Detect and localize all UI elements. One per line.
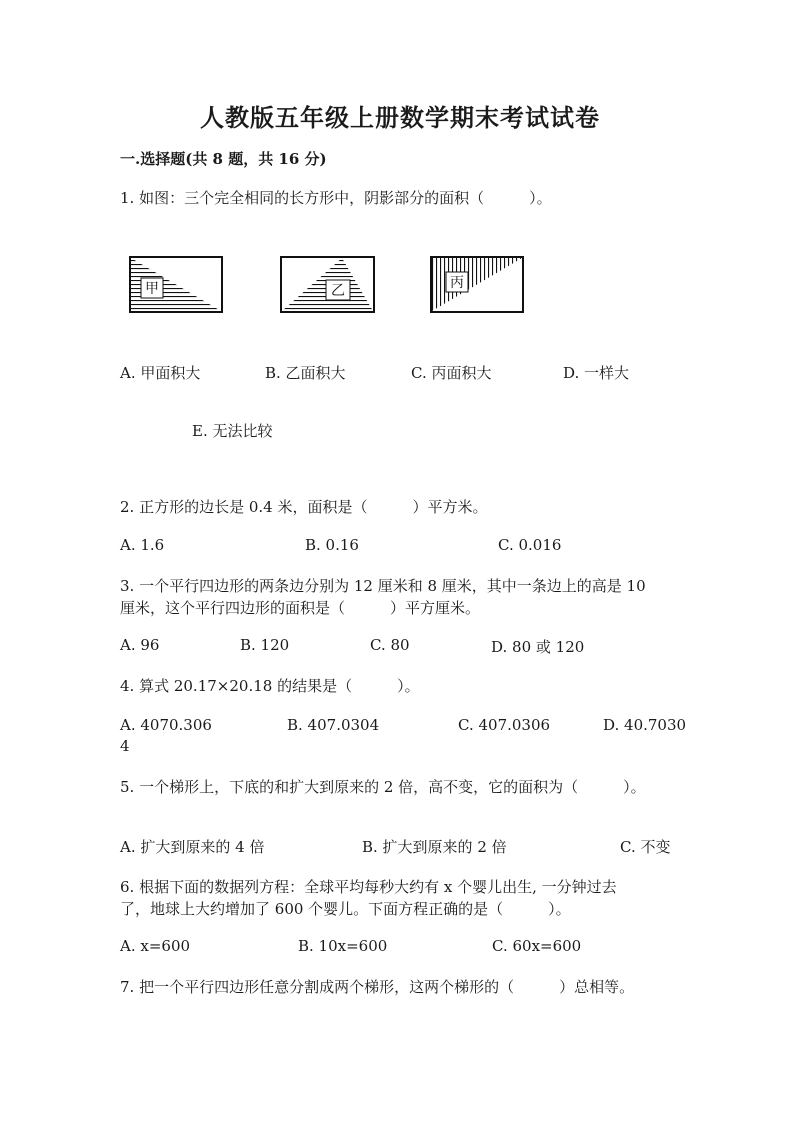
q2-option-a: A. 1.6 [120, 536, 165, 554]
q1-option-d: D. 一样大 [563, 364, 630, 382]
question-6-stem-line2: 了，地球上大约增加了 600 个婴儿。下面方程正确的是（ ）。 [120, 900, 571, 918]
question-3-stem-line2: 厘米，这个平行四边形的面积是（ ）平方厘米。 [120, 599, 481, 617]
q5-option-c: C. 不变 [620, 838, 671, 856]
figure-bing [431, 257, 523, 312]
q3-option-a: A. 96 [120, 636, 160, 654]
question-1-figures [0, 0, 800, 340]
question-5-stem: 5. 一个梯形上，下底的和扩大到原来的 2 倍，高不变，它的面积为（ ）。 [120, 778, 646, 796]
q1-option-c: C. 丙面积大 [411, 364, 492, 382]
q1-option-b: B. 乙面积大 [265, 364, 346, 382]
q4-option-c: C. 407.0306 [458, 716, 551, 734]
q1-option-e: E. 无法比较 [192, 422, 273, 440]
question-1-stem: 1. 如图：三个完全相同的长方形中，阴影部分的面积（ ）。 [120, 189, 552, 207]
q1-option-a: A. 甲面积大 [120, 364, 201, 382]
q2-option-b: B. 0.16 [305, 536, 359, 554]
question-2-stem: 2. 正方形的边长是 0.4 米，面积是（ ）平方米。 [120, 498, 488, 516]
q5-option-b: B. 扩大到原来的 2 倍 [362, 838, 507, 856]
q5-option-a: A. 扩大到原来的 4 倍 [120, 838, 265, 856]
question-3-stem-line1: 3. 一个平行四边形的两条边分别为 12 厘米和 8 厘米，其中一条边上的高是 10 [120, 577, 646, 595]
q3-option-d: D. 80 或 120 [491, 638, 585, 656]
figure-bing-label: 丙 [450, 275, 464, 291]
q3-option-c: C. 80 [370, 636, 410, 654]
figure-jia [130, 257, 222, 312]
q6-option-c: C. 60x=600 [492, 937, 582, 955]
q4-option-b: B. 407.0304 [287, 716, 380, 734]
page-title: 人教版五年级上册数学期末考试试卷 [200, 103, 600, 132]
q6-option-b: B. 10x=600 [298, 937, 388, 955]
q6-option-a: A. x=600 [120, 937, 191, 955]
question-7-stem: 7. 把一个平行四边形任意分割成两个梯形，这两个梯形的（ ）总相等。 [120, 978, 635, 996]
figure-yi-label: 乙 [331, 283, 345, 299]
q2-option-c: C. 0.016 [498, 536, 562, 554]
question-4-stem: 4. 算式 20.17×20.18 的结果是（ ）。 [120, 677, 420, 695]
q4-option-a: A. 4070.306 [120, 716, 212, 734]
figure-yi [281, 257, 374, 312]
section-heading: 一.选择题(共 8 题，共 16 分) [120, 150, 327, 168]
q3-option-b: B. 120 [240, 636, 290, 654]
question-6-stem-line1: 6. 根据下面的数据列方程：全球平均每秒大约有 x 个婴儿出生, 一分钟过去 [120, 878, 617, 896]
q4-option-d-wrap: 4 [120, 737, 130, 755]
figure-jia-label: 甲 [145, 281, 159, 297]
q4-option-d: D. 40.7030 [603, 716, 687, 734]
